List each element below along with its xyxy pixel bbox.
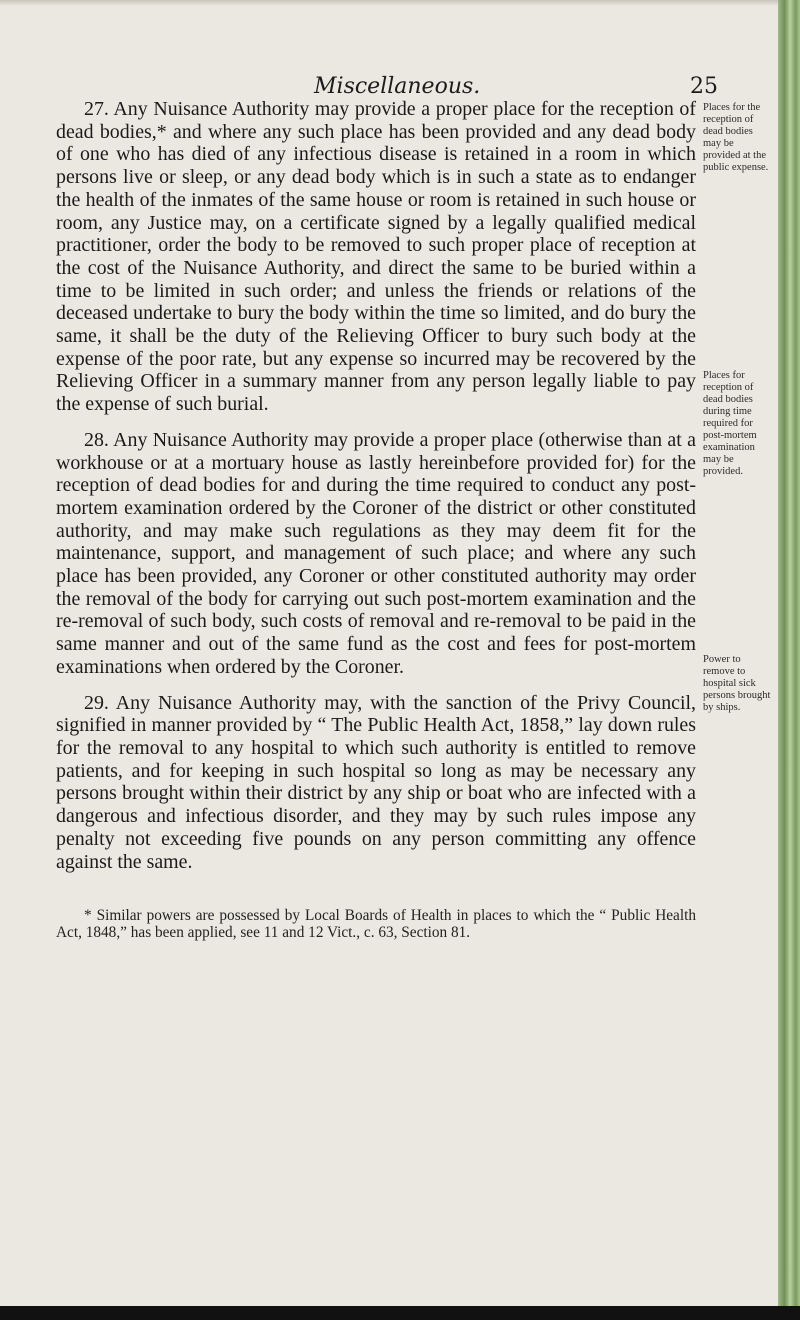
section-28-text: 28. Any Nuisance Authority may provide a proper place (otherwise than at a workhouse or at a mortuary house as lastly hereinbefore provided for) for the reception of dead bodies for and during the time required to conduct any post-mortem examination ordered by the Coroner of the district or other constituted authority, and may make such regulations as they may deem fit for the maintenance, support, and management of such place; and where any such place has been provided, any Coroner or other constituted authority may order the removal of the body for carrying out such post-mortem examination and the re-removal of such body, such costs of removal and re-removal to be paid in the same manner and out of the same fund as the cost and fees for post-mortem examinations when ordered by the Coroner. (56, 428, 696, 678)
bottom-edge (0, 1306, 800, 1320)
footnote: * Similar powers are possessed by Local Boards of Health in places to which the “ Public Health Act, 1848,” has been applied, see 11 and 12 Vict., c. 63, Section 81. (56, 907, 696, 941)
section-29-text: 29. Any Nuisance Authority may, with the sanction of the Privy Council, signified in manner provided by “ The Public Health Act, 1858,” lay down rules for the removal to any hospital to which such authority is entitled to remove patients, and for keeping in such hospital so long as may be necessary any persons brought within their district by any ship or boat who are infected with a dangerous and infectious disorder, and they may by such rules impose any penalty not exceeding five pounds on any person committing any offence against the same. (56, 691, 696, 873)
section-27-text: 27. Any Nuisance Authority may provide a proper place for the reception of dead bodies,* and where any such place has been provided and any dead body of one who has died of any infectious disease is retained in a room in which persons live or sleep, or any dead body which is in such a state as to endanger the health of the inmates of the same house or room is retained in such house or room, any Justice may, on a certificate signed by a legally qualified medical practitioner, order the body to be removed to such proper place of reception at the cost of the Nuisance Authority, and direct the same to be buried within a time to be limited in such order; and unless the friends or relations of the deceased undertake to bury the body within the time so limited, and do bury the same, it shall be the duty of the Relieving Officer to bury such body at the expense of the poor rate, but any expense so incurred may be recovered by the Relieving Officer in a summary manner from any person legally liable to pay the expense of such burial. (56, 98, 696, 416)
page-number: 25 (690, 74, 718, 99)
margin-note-section-27: Places for the reception of dead bodies may be provided at the public expense. (703, 102, 769, 173)
page-top-edge (0, 0, 778, 6)
margin-note-section-29: Power to remove to hospital sick persons brought by ships. (703, 654, 771, 713)
running-title: Miscellaneous. (314, 74, 481, 99)
body-text (56, 98, 696, 873)
book-binding-edge (778, 0, 800, 1320)
margin-note-section-28: Places for reception of dead bodies during time required for post-mortem examination may be provided. (703, 370, 757, 477)
